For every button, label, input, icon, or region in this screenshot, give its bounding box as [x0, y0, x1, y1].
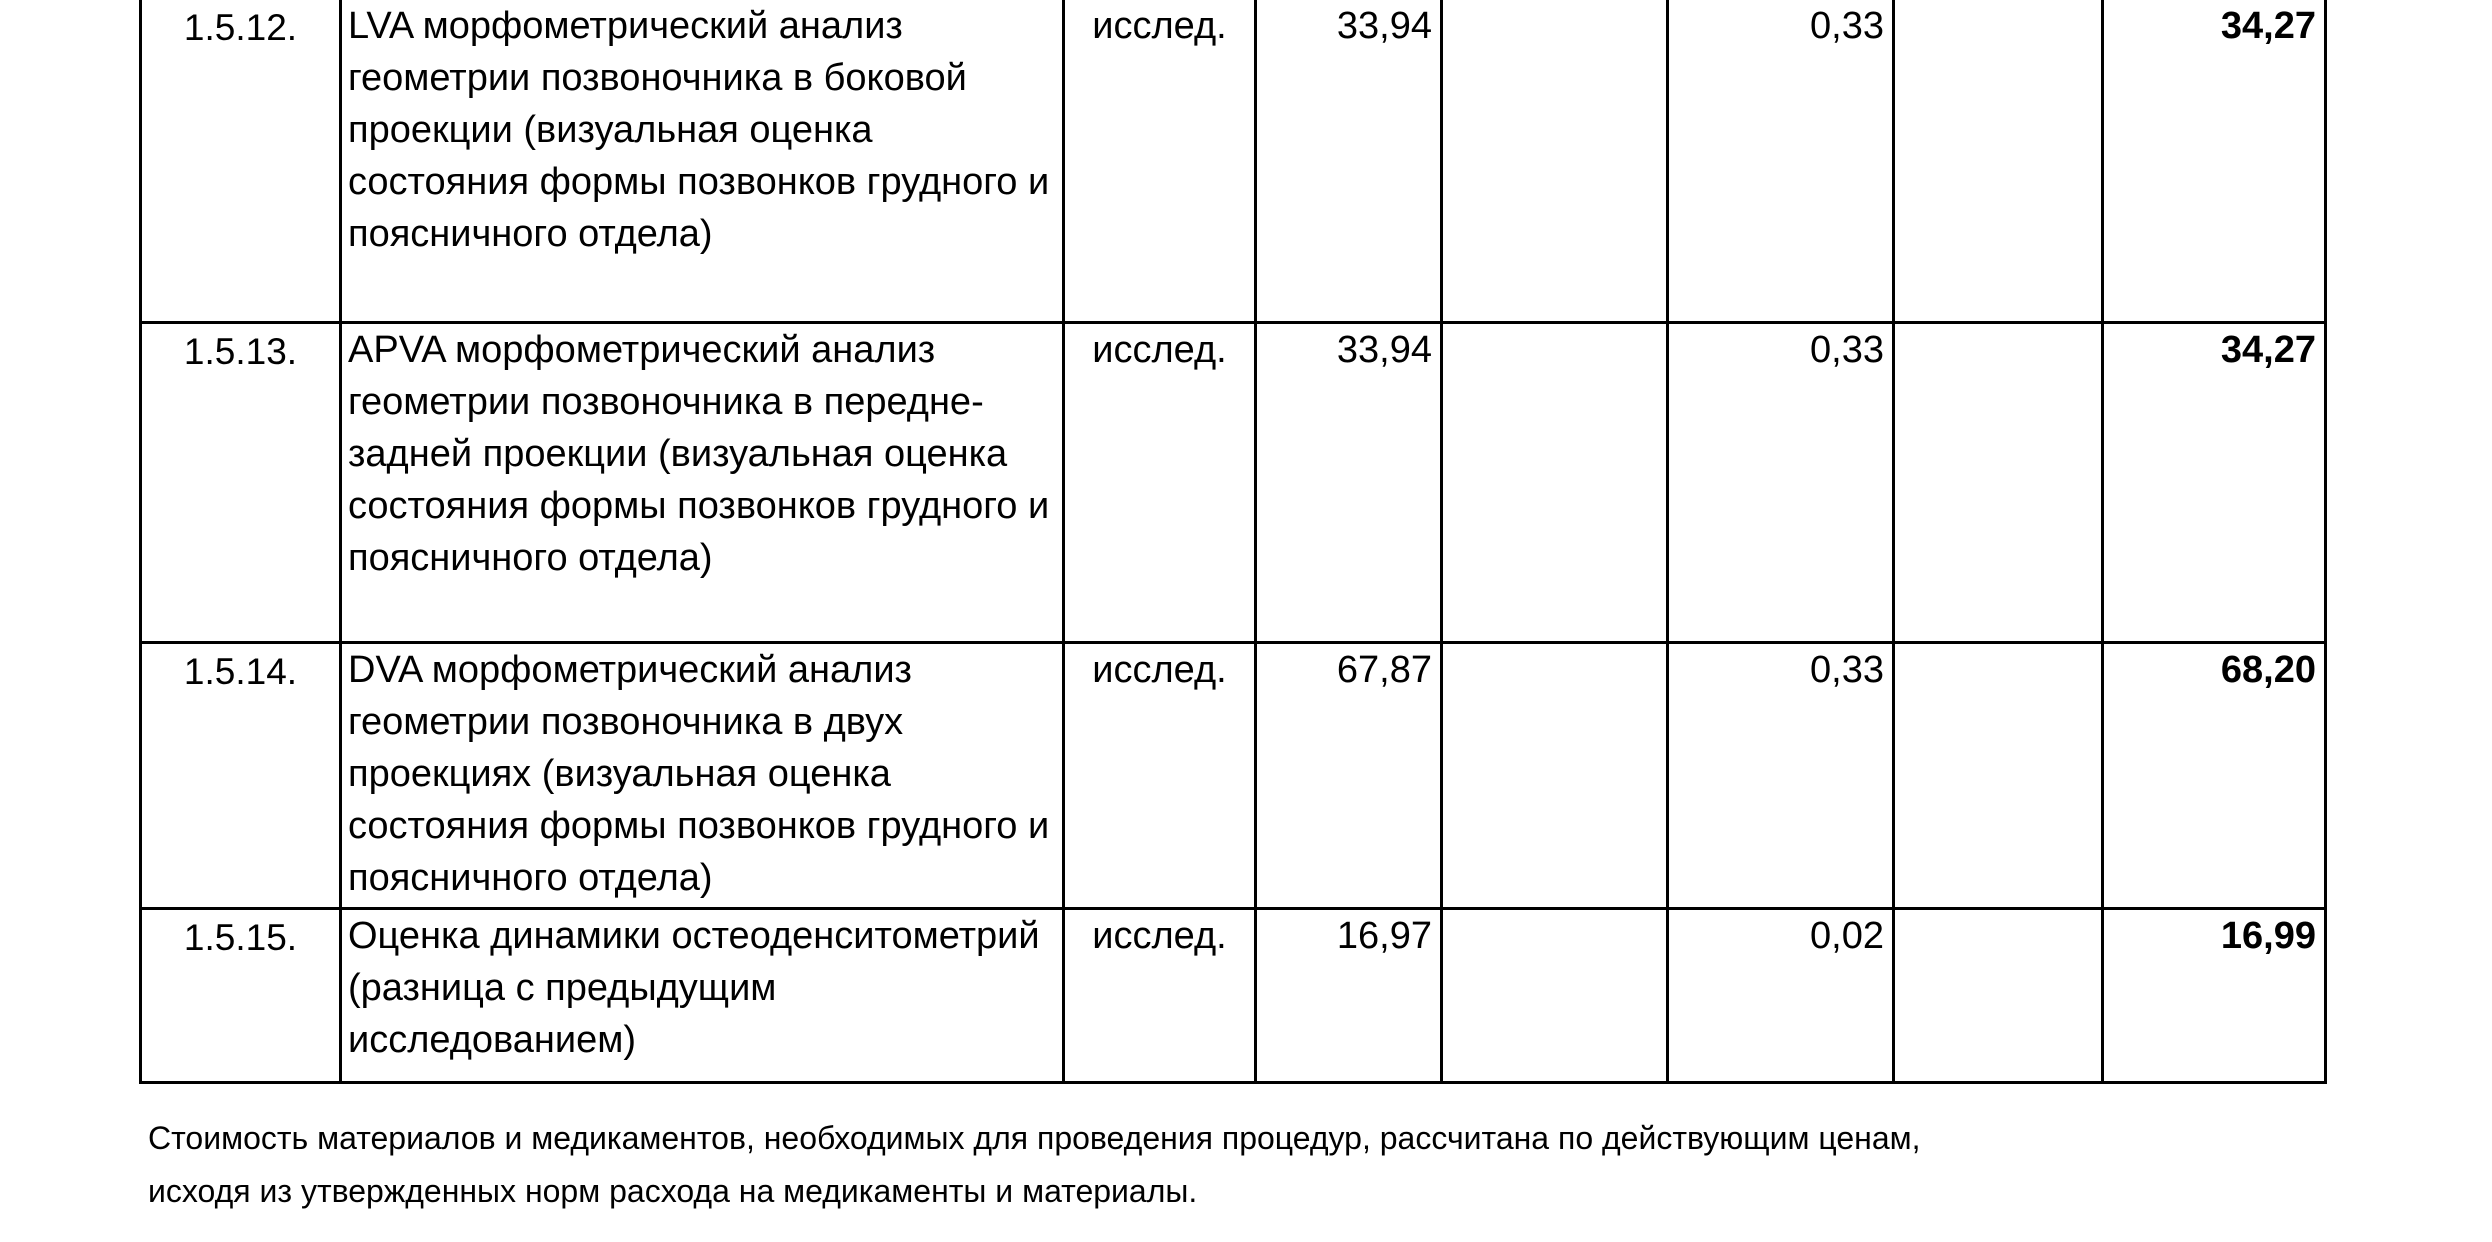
row-empty-cell: [1442, 908, 1668, 1082]
row-base-cost: 16,97: [1256, 908, 1442, 1082]
row-base-cost: 67,87: [1256, 642, 1442, 908]
table-row: [141, 908, 2326, 1082]
row-code: 1.5.14.: [141, 642, 341, 908]
row-empty-cell: [1894, 642, 2103, 908]
row-total: 34,27: [2103, 0, 2326, 322]
row-materials-cost: 0,02: [1668, 908, 1894, 1082]
row-total: 34,27: [2103, 322, 2326, 642]
row-empty-cell: [1894, 908, 2103, 1082]
row-name: LVA морфометрический анализ геометрии позвоночника в боковой проекции (визуальная оценка состояния формы позвонков грудного и поясничного отдела): [341, 0, 1064, 322]
row-base-cost: 33,94: [1256, 0, 1442, 322]
table-row: [141, 322, 2326, 642]
row-base-cost: 33,94: [1256, 322, 1442, 642]
footnote-line: Стоимость материалов и медикаментов, необходимых для проведения процедур, рассчитана по действующим ценам,: [148, 1120, 1921, 1156]
row-materials-cost: 0,33: [1668, 642, 1894, 908]
row-materials-cost: 0,33: [1668, 0, 1894, 322]
row-unit: исслед.: [1064, 322, 1256, 642]
row-unit: исслед.: [1064, 0, 1256, 322]
row-unit: исслед.: [1064, 642, 1256, 908]
row-name: DVA морфометрический анализ геометрии позвоночника в двух проекциях (визуальная оценка состояния формы позвонков грудного и поясничного отдела): [341, 642, 1064, 908]
row-total: 16,99: [2103, 908, 2326, 1082]
row-materials-cost: 0,33: [1668, 322, 1894, 642]
table-row: [141, 0, 2326, 322]
row-code: 1.5.12.: [141, 0, 341, 322]
row-empty-cell: [1442, 642, 1668, 908]
row-name: Оценка динамики остеоденситометрий (разница с предыдущим исследованием): [341, 908, 1064, 1082]
row-name: APVA морфометрический анализ геометрии позвоночника в передне-задней проекции (визуальная оценка состояния формы позвонков грудного и поясничного отдела): [341, 322, 1064, 642]
row-empty-cell: [1442, 322, 1668, 642]
row-empty-cell: [1894, 0, 2103, 322]
row-unit: исслед.: [1064, 908, 1256, 1082]
price-table: [139, 0, 2327, 1084]
row-empty-cell: [1894, 322, 2103, 642]
row-empty-cell: [1442, 0, 1668, 322]
row-code: 1.5.15.: [141, 908, 341, 1082]
row-code: 1.5.13.: [141, 322, 341, 642]
footnote: [148, 1112, 2348, 1218]
footnote-line: исходя из утвержденных норм расхода на медикаменты и материалы.: [148, 1173, 1198, 1209]
table-row: [141, 642, 2326, 908]
row-total: 68,20: [2103, 642, 2326, 908]
